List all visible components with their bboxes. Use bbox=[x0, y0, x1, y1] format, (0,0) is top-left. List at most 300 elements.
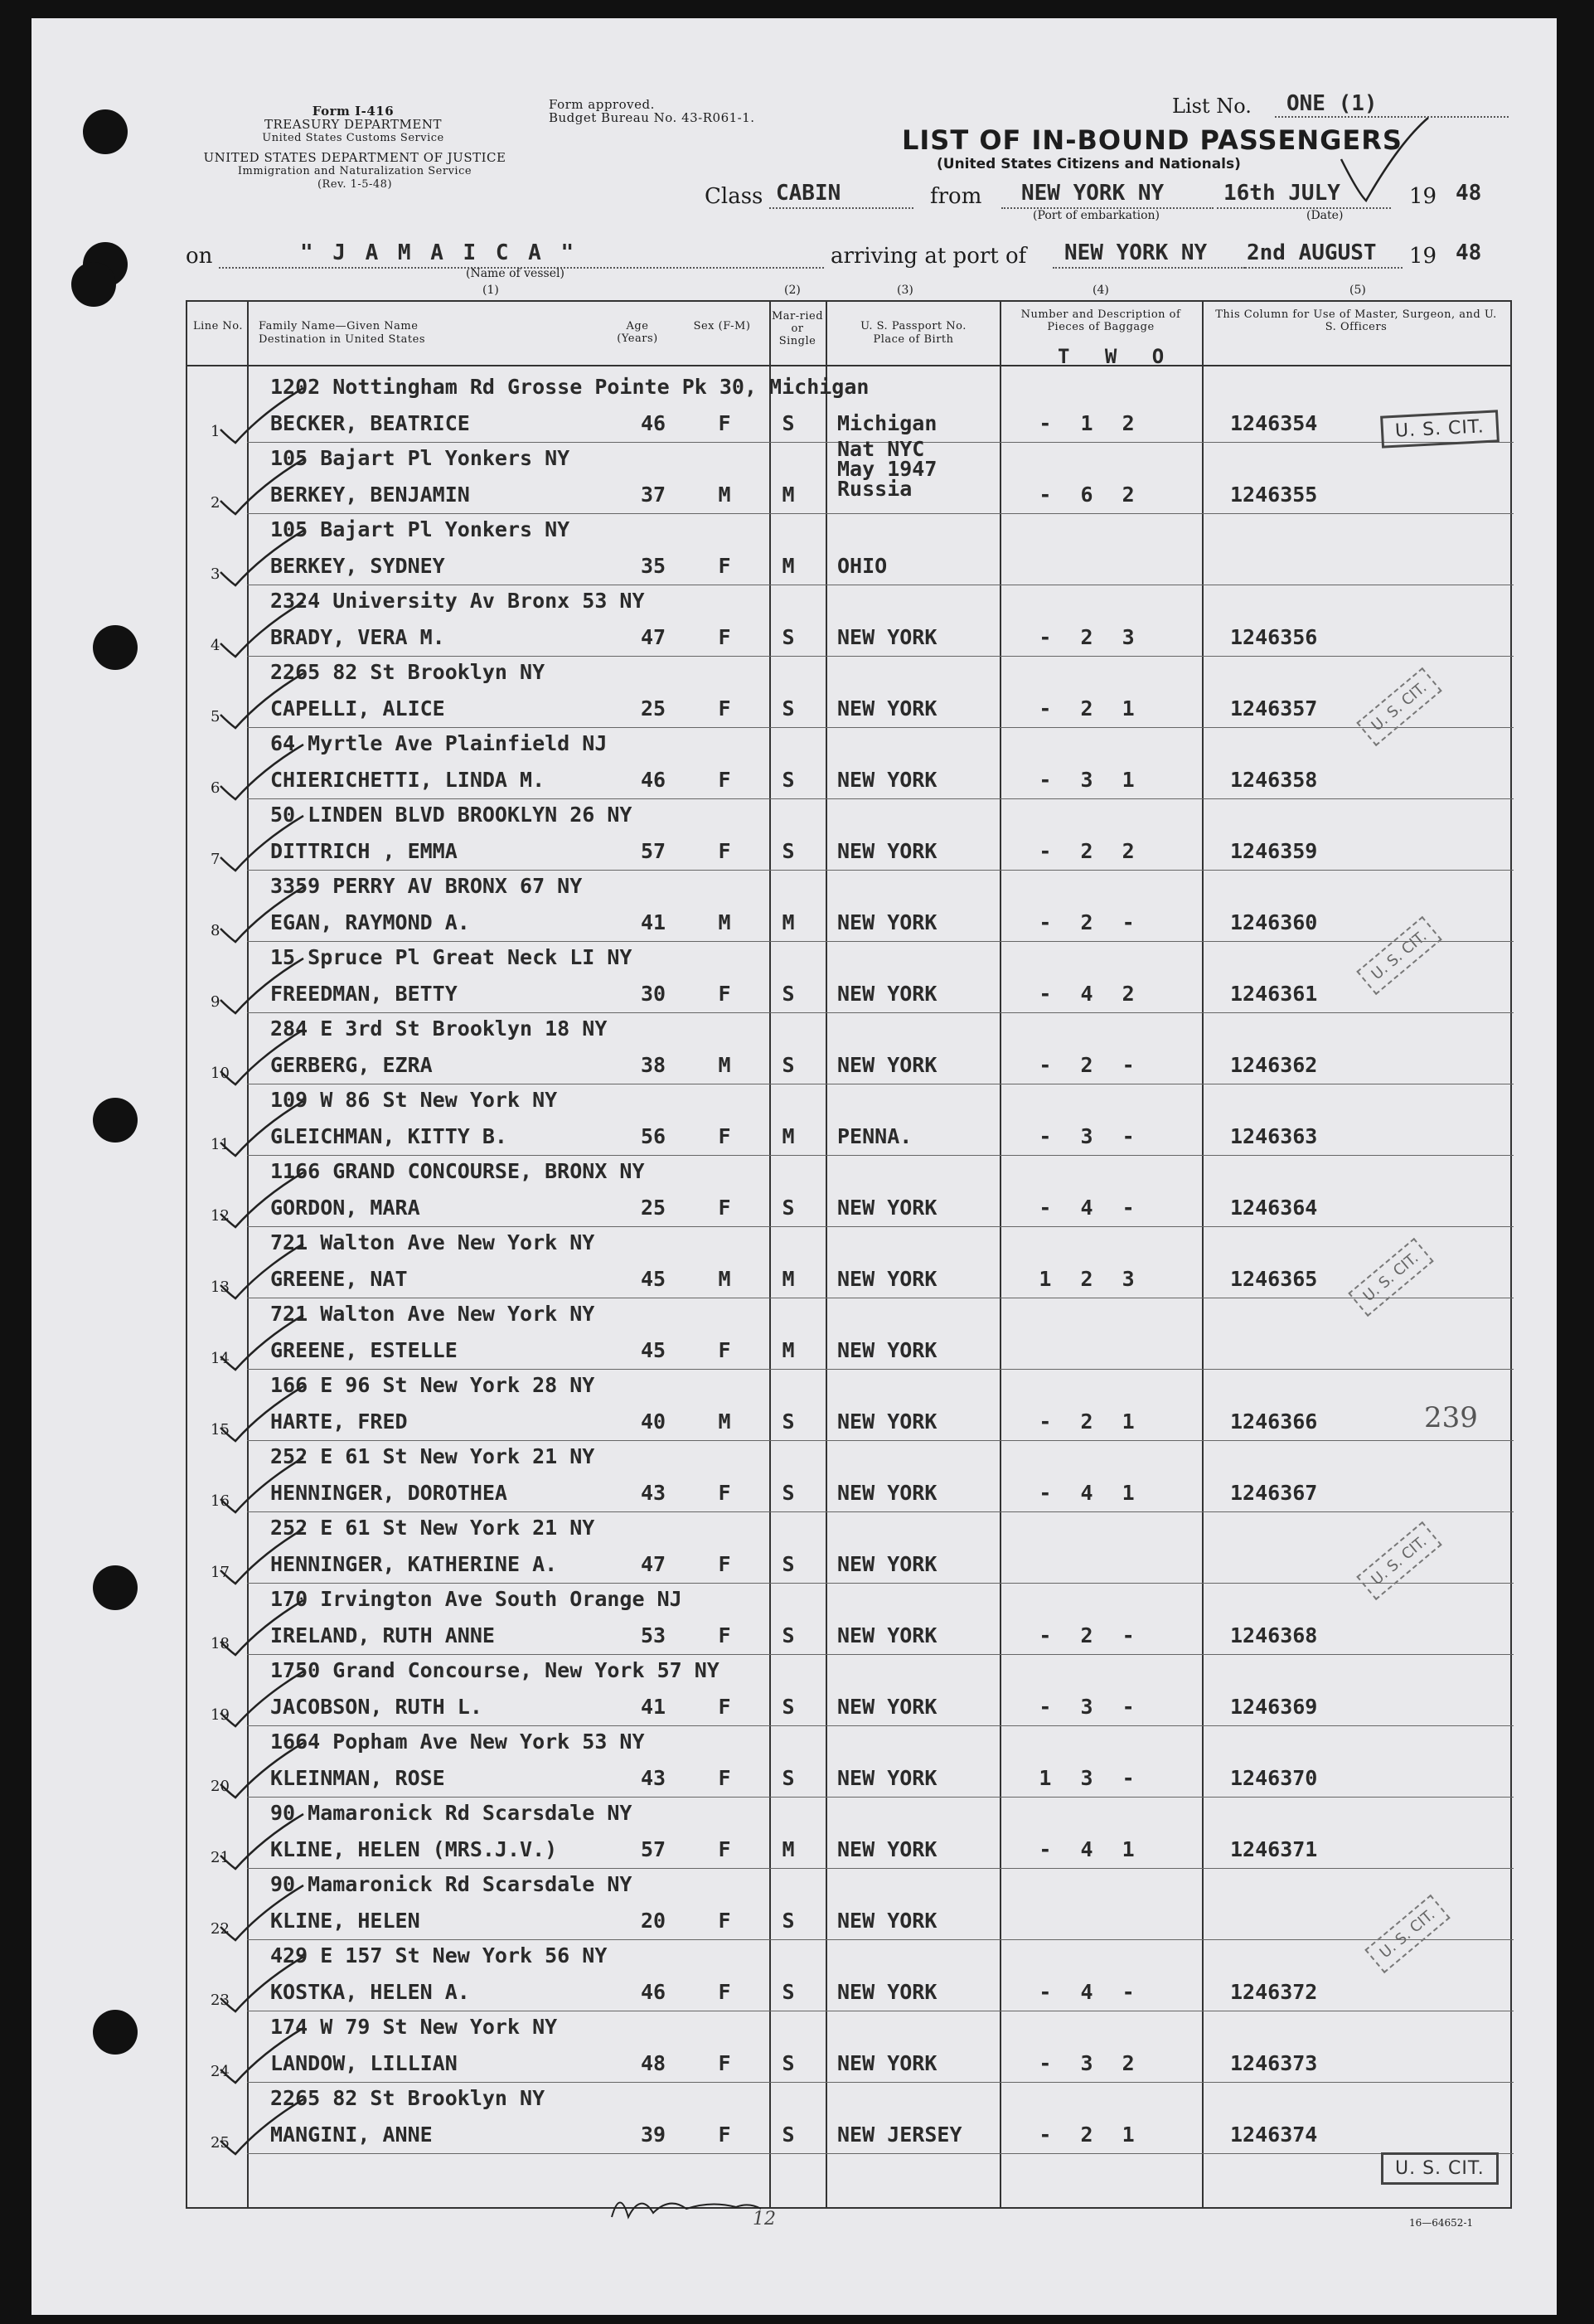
binder-hole bbox=[93, 625, 138, 670]
customs-label: United States Customs Service bbox=[262, 132, 444, 144]
manifest-page bbox=[31, 18, 1557, 2315]
line-number: 12 bbox=[211, 1207, 230, 1225]
check-mark-icon bbox=[212, 1592, 312, 1658]
birthplace-cell: NEW YORK bbox=[837, 1552, 938, 1576]
destination-address: 252 E 61 St New York 21 NY bbox=[270, 1444, 595, 1468]
footer-code: 16—64652-1 bbox=[1409, 2217, 1474, 2229]
birthplace-cell: NEW YORK bbox=[837, 1623, 938, 1647]
birthplace-cell: NEW YORK bbox=[837, 1338, 938, 1362]
birthplace-cell: NEW YORK bbox=[837, 1481, 938, 1505]
destination-address: 174 W 79 St New York NY bbox=[270, 2015, 558, 2039]
passenger-name: GERBERG, EZRA bbox=[270, 1053, 433, 1077]
check-mark-icon bbox=[212, 1877, 312, 1943]
col-married: Mar-ried or Single bbox=[771, 310, 824, 347]
marital-status-cell: S bbox=[782, 1695, 795, 1719]
arriving-port: NEW YORK NY bbox=[1064, 240, 1208, 265]
arriving-year-prefix: 19 bbox=[1409, 244, 1437, 269]
passenger-name: CAPELLI, ALICE bbox=[270, 696, 445, 720]
sex-cell: F bbox=[718, 1695, 731, 1719]
baggage-cell: - 3 1 bbox=[1039, 768, 1143, 792]
from-value: NEW YORK NY bbox=[1021, 181, 1165, 206]
age-cell: 40 bbox=[640, 1409, 666, 1434]
age-cell: 46 bbox=[640, 1980, 666, 2004]
baggage-cell: - 1 2 bbox=[1039, 411, 1143, 435]
age-cell: 47 bbox=[640, 625, 666, 649]
passenger-name: BECKER, BEATRICE bbox=[270, 411, 470, 435]
sex-cell: F bbox=[718, 768, 731, 792]
passport-number-cell: 1246373 bbox=[1230, 2051, 1318, 2075]
check-mark-icon bbox=[212, 1948, 312, 2015]
check-mark-icon bbox=[212, 522, 312, 589]
check-mark-icon bbox=[212, 1735, 312, 1801]
line-number: 19 bbox=[211, 1706, 230, 1724]
sex-cell: M bbox=[718, 1409, 731, 1434]
col-line-no: Line No. bbox=[192, 320, 244, 332]
table-row bbox=[187, 2083, 1514, 2154]
birthplace-cell: Nat NYC May 1947 Russia bbox=[837, 437, 938, 501]
sex-cell: F bbox=[718, 1980, 731, 2004]
col-passport: U. S. Passport No. bbox=[860, 320, 967, 332]
sex-cell: F bbox=[718, 625, 731, 649]
check-mark-icon bbox=[212, 2091, 312, 2157]
col-sex: Sex (F-M) bbox=[693, 320, 751, 332]
vessel-caption: (Name of vessel) bbox=[466, 267, 564, 280]
destination-address: 1166 GRAND CONCOURSE, BRONX NY bbox=[270, 1159, 645, 1183]
marital-status-cell: S bbox=[782, 1409, 795, 1434]
passenger-table bbox=[186, 300, 1512, 2209]
baggage-typed-header: T W O bbox=[1058, 345, 1176, 368]
line-number: 18 bbox=[211, 1635, 230, 1652]
destination-address: 64 Myrtle Ave Plainfield NJ bbox=[270, 731, 608, 755]
line-number: 3 bbox=[211, 565, 220, 583]
marital-status-cell: M bbox=[782, 910, 795, 934]
header-divider bbox=[187, 365, 1510, 366]
page-title: LIST OF IN-BOUND PASSENGERS bbox=[902, 124, 1403, 156]
sex-cell: F bbox=[718, 2051, 731, 2075]
line-number: 15 bbox=[211, 1421, 230, 1439]
check-mark-icon bbox=[212, 1093, 312, 1159]
col-baggage: Number and Description of Pieces of Baggage bbox=[1020, 308, 1181, 333]
col-age: Age (Years) bbox=[617, 320, 658, 345]
baggage-cell: - 3 - bbox=[1039, 1695, 1143, 1719]
birthplace-cell: NEW YORK bbox=[837, 1053, 938, 1077]
age-cell: 35 bbox=[640, 554, 666, 578]
age-cell: 37 bbox=[640, 483, 666, 507]
vessel-name: " J A M A I C A " bbox=[300, 240, 578, 265]
passenger-name: KLEINMAN, ROSE bbox=[270, 1766, 445, 1790]
destination-address: 90 Mamaronick Rd Scarsdale NY bbox=[270, 1872, 632, 1896]
sex-cell: M bbox=[718, 1267, 731, 1291]
line-number: 8 bbox=[211, 922, 220, 939]
date-caption: (Date) bbox=[1306, 209, 1344, 222]
passenger-name: FREEDMAN, BETTY bbox=[270, 982, 458, 1006]
arriving-date: 2nd AUGUST bbox=[1247, 240, 1377, 265]
class-value: CABIN bbox=[776, 181, 841, 206]
sex-cell: F bbox=[718, 1766, 731, 1790]
line-number: 11 bbox=[211, 1136, 230, 1153]
marital-status-cell: S bbox=[782, 1909, 795, 1933]
baggage-cell: - 4 - bbox=[1039, 1196, 1143, 1220]
destination-address: 105 Bajart Pl Yonkers NY bbox=[270, 517, 570, 541]
baggage-cell: - 4 1 bbox=[1039, 1481, 1143, 1505]
passport-number-cell: 1246372 bbox=[1230, 1980, 1318, 2004]
marital-status-cell: S bbox=[782, 2051, 795, 2075]
sex-cell: F bbox=[718, 411, 731, 435]
signature-scribble-icon bbox=[603, 2184, 769, 2234]
binder-hole bbox=[93, 1565, 138, 1610]
check-mark-icon bbox=[212, 2020, 312, 2086]
check-mark-icon bbox=[212, 1378, 312, 1444]
check-mark-icon bbox=[212, 808, 312, 874]
col-3-number: (3) bbox=[897, 284, 913, 297]
form-number: Form I-416 bbox=[312, 104, 395, 119]
marital-status-cell: M bbox=[782, 1267, 795, 1291]
check-mark-icon bbox=[212, 950, 312, 1016]
passport-number-cell: 1246357 bbox=[1230, 696, 1318, 720]
handwritten-footer: 12 bbox=[753, 2209, 776, 2229]
destination-address: 1750 Grand Concourse, New York 57 NY bbox=[270, 1658, 719, 1682]
baggage-cell: 1 3 - bbox=[1039, 1766, 1143, 1790]
passenger-name: BERKEY, BENJAMIN bbox=[270, 483, 470, 507]
baggage-cell: - 2 1 bbox=[1039, 2123, 1143, 2147]
class-label: Class bbox=[705, 184, 763, 209]
passport-number-cell: 1246354 bbox=[1230, 411, 1318, 435]
table-row bbox=[187, 657, 1514, 728]
age-cell: 45 bbox=[640, 1267, 666, 1291]
line-number: 21 bbox=[211, 1849, 230, 1866]
line-number: 20 bbox=[211, 1778, 230, 1795]
check-mark-icon bbox=[212, 1164, 312, 1230]
sex-cell: F bbox=[718, 1623, 731, 1647]
line-number: 10 bbox=[211, 1065, 230, 1082]
age-cell: 47 bbox=[640, 1552, 666, 1576]
baggage-cell: - 2 - bbox=[1039, 910, 1143, 934]
marital-status-cell: S bbox=[782, 982, 795, 1006]
line-number: 6 bbox=[211, 779, 220, 797]
birthplace-cell: NEW YORK bbox=[837, 625, 938, 649]
age-cell: 43 bbox=[640, 1481, 666, 1505]
table-row bbox=[187, 371, 1514, 443]
col-4-number: (4) bbox=[1093, 284, 1109, 297]
age-cell: 56 bbox=[640, 1124, 666, 1148]
passport-number-cell: 1246362 bbox=[1230, 1053, 1318, 1077]
marital-status-cell: M bbox=[782, 483, 795, 507]
check-mark-icon bbox=[212, 380, 312, 446]
line-number: 7 bbox=[211, 851, 220, 868]
table-row bbox=[187, 1584, 1514, 1655]
line-number: 16 bbox=[211, 1492, 230, 1510]
marital-status-cell: S bbox=[782, 1481, 795, 1505]
age-cell: 25 bbox=[640, 1196, 666, 1220]
age-cell: 45 bbox=[640, 1338, 666, 1362]
age-cell: 53 bbox=[640, 1623, 666, 1647]
table-row bbox=[187, 942, 1514, 1013]
line-number: 25 bbox=[211, 2134, 230, 2152]
passenger-name: GREENE, NAT bbox=[270, 1267, 408, 1291]
class-rule bbox=[769, 207, 913, 209]
destination-address: 3359 PERRY AV BRONX 67 NY bbox=[270, 874, 583, 898]
line-number: 5 bbox=[211, 708, 220, 725]
check-mark-icon bbox=[212, 1449, 312, 1516]
us-cit-stamp-faded: U. S. CIT. bbox=[1356, 1521, 1441, 1600]
line-number: 22 bbox=[211, 1920, 230, 1938]
check-mark-icon bbox=[212, 736, 312, 803]
passenger-name: CHIERICHETTI, LINDA M. bbox=[270, 768, 545, 792]
marital-status-cell: S bbox=[782, 1552, 795, 1576]
col-birth: Place of Birth bbox=[873, 333, 954, 346]
check-mark-icon bbox=[212, 451, 312, 517]
birthplace-cell: NEW YORK bbox=[837, 1409, 938, 1434]
us-cit-stamp-faded: U. S. CIT. bbox=[1356, 916, 1441, 995]
col-5-number: (5) bbox=[1349, 284, 1366, 297]
passport-number-cell: 1246367 bbox=[1230, 1481, 1318, 1505]
birthplace-cell: OHIO bbox=[837, 554, 888, 578]
check-mark-icon bbox=[212, 1521, 312, 1587]
justice-label: UNITED STATES DEPARTMENT OF JUSTICE bbox=[203, 150, 506, 165]
line-number: 23 bbox=[211, 1992, 230, 2009]
passport-number-cell: 1246365 bbox=[1230, 1267, 1318, 1291]
table-row bbox=[187, 2011, 1514, 2083]
passport-number-cell: 1246360 bbox=[1230, 910, 1318, 934]
col-1-number: (1) bbox=[482, 284, 499, 297]
us-cit-stamp: U. S. CIT. bbox=[1380, 410, 1500, 448]
passenger-name: EGAN, RAYMOND A. bbox=[270, 910, 470, 934]
age-cell: 57 bbox=[640, 1837, 666, 1861]
passport-number-cell: 1246356 bbox=[1230, 625, 1318, 649]
sex-cell: F bbox=[718, 1124, 731, 1148]
marital-status-cell: M bbox=[782, 1124, 795, 1148]
baggage-cell: - 2 1 bbox=[1039, 696, 1143, 720]
age-cell: 46 bbox=[640, 411, 666, 435]
arriving-year: 48 bbox=[1456, 240, 1482, 265]
check-mark-icon bbox=[212, 879, 312, 945]
table-row bbox=[187, 1370, 1514, 1441]
passenger-name: MANGINI, ANNE bbox=[270, 2123, 433, 2147]
age-cell: 41 bbox=[640, 1695, 666, 1719]
row-divider bbox=[247, 2153, 1514, 2154]
passenger-name: GREENE, ESTELLE bbox=[270, 1338, 458, 1362]
sex-cell: M bbox=[718, 910, 731, 934]
passport-number-cell: 1246371 bbox=[1230, 1837, 1318, 1861]
birthplace-cell: NEW YORK bbox=[837, 1909, 938, 1933]
treasury-label: TREASURY DEPARTMENT bbox=[264, 117, 442, 132]
check-mark-icon bbox=[212, 1806, 312, 1872]
destination-address: 2265 82 St Brooklyn NY bbox=[270, 2086, 545, 2110]
sex-cell: F bbox=[718, 1481, 731, 1505]
age-cell: 20 bbox=[640, 1909, 666, 1933]
binder-hole bbox=[71, 262, 116, 307]
destination-address: 105 Bajart Pl Yonkers NY bbox=[270, 446, 570, 470]
passport-number-cell: 1246374 bbox=[1230, 2123, 1318, 2147]
birthplace-cell: NEW YORK bbox=[837, 982, 938, 1006]
passenger-name: KLINE, HELEN bbox=[270, 1909, 420, 1933]
sex-cell: F bbox=[718, 839, 731, 863]
table-row bbox=[187, 1512, 1514, 1584]
age-cell: 30 bbox=[640, 982, 666, 1006]
check-mark-icon bbox=[212, 594, 312, 660]
age-cell: 46 bbox=[640, 768, 666, 792]
table-row bbox=[187, 1798, 1514, 1869]
sex-cell: F bbox=[718, 1909, 731, 1933]
birthplace-cell: NEW YORK bbox=[837, 696, 938, 720]
birthplace-cell: NEW YORK bbox=[837, 839, 938, 863]
passenger-name: KLINE, HELEN (MRS.J.V.) bbox=[270, 1837, 558, 1861]
line-number: 13 bbox=[211, 1278, 230, 1296]
passport-number-cell: 1246366 bbox=[1230, 1409, 1318, 1434]
table-row bbox=[187, 1655, 1514, 1726]
age-cell: 38 bbox=[640, 1053, 666, 1077]
passenger-name: BRADY, VERA M. bbox=[270, 625, 445, 649]
table-row bbox=[187, 1726, 1514, 1798]
sex-cell: F bbox=[718, 1552, 731, 1576]
passport-number-cell: 1246368 bbox=[1230, 1623, 1318, 1647]
table-row bbox=[187, 1869, 1514, 1940]
passenger-name: HENNINGER, KATHERINE A. bbox=[270, 1552, 558, 1576]
col-family-name: Family Name—Given Name bbox=[259, 320, 419, 332]
table-row bbox=[187, 1084, 1514, 1156]
passenger-name: DITTRICH , EMMA bbox=[270, 839, 458, 863]
sex-cell: F bbox=[718, 554, 731, 578]
col-destination: Destination in United States bbox=[259, 333, 425, 346]
baggage-cell: - 2 - bbox=[1039, 1053, 1143, 1077]
destination-address: 15 Spruce Pl Great Neck LI NY bbox=[270, 945, 632, 969]
on-label: on bbox=[186, 244, 213, 269]
baggage-cell: - 2 - bbox=[1039, 1623, 1143, 1647]
baggage-cell: 1 2 3 bbox=[1039, 1267, 1143, 1291]
sex-cell: M bbox=[718, 1053, 731, 1077]
line-number: 9 bbox=[211, 993, 220, 1011]
birthplace-cell: NEW YORK bbox=[837, 910, 938, 934]
line-number: 17 bbox=[211, 1564, 230, 1581]
baggage-cell: - 3 2 bbox=[1039, 2051, 1143, 2075]
passenger-name: GORDON, MARA bbox=[270, 1196, 420, 1220]
sex-cell: M bbox=[718, 483, 731, 507]
line-number: 14 bbox=[211, 1350, 230, 1367]
check-mark-icon bbox=[212, 1307, 312, 1373]
table-row bbox=[187, 585, 1514, 657]
page-subtitle: (United States Citizens and Nationals) bbox=[937, 156, 1241, 172]
list-no-value: ONE (1) bbox=[1286, 91, 1378, 116]
sex-cell: F bbox=[718, 1196, 731, 1220]
marital-status-cell: S bbox=[782, 1623, 795, 1647]
marital-status-cell: S bbox=[782, 411, 795, 435]
binder-hole bbox=[93, 2010, 138, 2055]
marital-status-cell: M bbox=[782, 1837, 795, 1861]
check-mark-icon bbox=[212, 1021, 312, 1088]
baggage-cell: - 4 2 bbox=[1039, 982, 1143, 1006]
line-number: 4 bbox=[211, 637, 220, 654]
year-prefix: 19 bbox=[1409, 184, 1437, 209]
destination-address: 109 W 86 St New York NY bbox=[270, 1088, 558, 1112]
passport-number-cell: 1246358 bbox=[1230, 768, 1318, 792]
table-row bbox=[187, 1156, 1514, 1227]
destination-address: 90 Mamaronick Rd Scarsdale NY bbox=[270, 1801, 632, 1825]
check-mark-icon bbox=[212, 665, 312, 731]
birthplace-cell: NEW YORK bbox=[837, 1980, 938, 2004]
check-mark-icon bbox=[212, 1235, 312, 1302]
us-cit-stamp-faded: U. S. CIT. bbox=[1356, 667, 1441, 746]
departure-date: 16th JULY bbox=[1223, 181, 1340, 206]
line-number: 2 bbox=[211, 494, 220, 512]
birthplace-cell: Michigan bbox=[837, 411, 938, 435]
birthplace-cell: NEW YORK bbox=[837, 1196, 938, 1220]
us-cit-stamp-faded: U. S. CIT. bbox=[1348, 1238, 1433, 1317]
rev-label: (Rev. 1-5-48) bbox=[317, 178, 393, 191]
check-mark-icon bbox=[1333, 109, 1432, 209]
age-cell: 39 bbox=[640, 2123, 666, 2147]
destination-address: 50 LINDEN BLVD BROOKLYN 26 NY bbox=[270, 803, 632, 827]
col-officers: This Column for Use of Master, Surgeon, and U. S. Officers bbox=[1215, 308, 1497, 333]
sex-cell: F bbox=[718, 696, 731, 720]
line-number: 1 bbox=[211, 423, 220, 440]
passenger-name: HARTE, FRED bbox=[270, 1409, 408, 1434]
passport-number-cell: 1246369 bbox=[1230, 1695, 1318, 1719]
binder-hole bbox=[83, 109, 128, 154]
marital-status-cell: S bbox=[782, 1980, 795, 2004]
destination-address: 1664 Popham Ave New York 53 NY bbox=[270, 1730, 645, 1754]
age-cell: 57 bbox=[640, 839, 666, 863]
age-cell: 41 bbox=[640, 910, 666, 934]
col-2-number: (2) bbox=[784, 284, 801, 297]
table-row bbox=[187, 728, 1514, 799]
passenger-name: LANDOW, LILLIAN bbox=[270, 2051, 458, 2075]
passenger-name: BERKEY, SYDNEY bbox=[270, 554, 445, 578]
margin-number: 239 bbox=[1424, 1401, 1478, 1434]
arriving-port-rule bbox=[1053, 267, 1245, 269]
baggage-cell: - 2 2 bbox=[1039, 839, 1143, 863]
table-row bbox=[187, 1013, 1514, 1084]
marital-status-cell: S bbox=[782, 768, 795, 792]
marital-status-cell: S bbox=[782, 839, 795, 863]
baggage-cell: - 6 2 bbox=[1039, 483, 1143, 507]
table-row bbox=[187, 514, 1514, 585]
sex-cell: F bbox=[718, 2123, 731, 2147]
passport-number-cell: 1246363 bbox=[1230, 1124, 1318, 1148]
destination-address: 2265 82 St Brooklyn NY bbox=[270, 660, 545, 684]
destination-address: 1202 Nottingham Rd Grosse Pointe Pk 30, Michigan bbox=[270, 375, 870, 399]
us-cit-stamp: U. S. CIT. bbox=[1381, 2152, 1499, 2185]
marital-status-cell: S bbox=[782, 2123, 795, 2147]
destination-address: 2324 University Av Bronx 53 NY bbox=[270, 589, 645, 613]
marital-status-cell: M bbox=[782, 1338, 795, 1362]
table-row bbox=[187, 437, 1514, 514]
birthplace-cell: NEW YORK bbox=[837, 1766, 938, 1790]
birthplace-cell: NEW YORK bbox=[837, 768, 938, 792]
destination-address: 166 E 96 St New York 28 NY bbox=[270, 1373, 595, 1397]
check-mark-icon bbox=[212, 1663, 312, 1730]
destination-address: 170 Irvington Ave South Orange NJ bbox=[270, 1587, 682, 1611]
binder-hole bbox=[93, 1098, 138, 1143]
birthplace-cell: NEW YORK bbox=[837, 1695, 938, 1719]
passenger-name: KOSTKA, HELEN A. bbox=[270, 1980, 470, 2004]
sex-cell: F bbox=[718, 1338, 731, 1362]
arriving-date-rule bbox=[1245, 267, 1403, 269]
passport-number-cell: 1246355 bbox=[1230, 483, 1318, 507]
passport-number-cell: 1246359 bbox=[1230, 839, 1318, 863]
table-row bbox=[187, 1227, 1514, 1298]
birthplace-cell: PENNA. bbox=[837, 1124, 913, 1148]
table-row bbox=[187, 1298, 1514, 1370]
ins-label: Immigration and Naturalization Service bbox=[237, 165, 472, 177]
year-value: 48 bbox=[1456, 181, 1482, 206]
list-no-label: List No. bbox=[1172, 95, 1252, 118]
destination-address: 429 E 157 St New York 56 NY bbox=[270, 1943, 608, 1967]
age-cell: 25 bbox=[640, 696, 666, 720]
marital-status-cell: M bbox=[782, 554, 795, 578]
marital-status-cell: S bbox=[782, 1196, 795, 1220]
birthplace-cell: NEW YORK bbox=[837, 1267, 938, 1291]
sex-cell: F bbox=[718, 1837, 731, 1861]
